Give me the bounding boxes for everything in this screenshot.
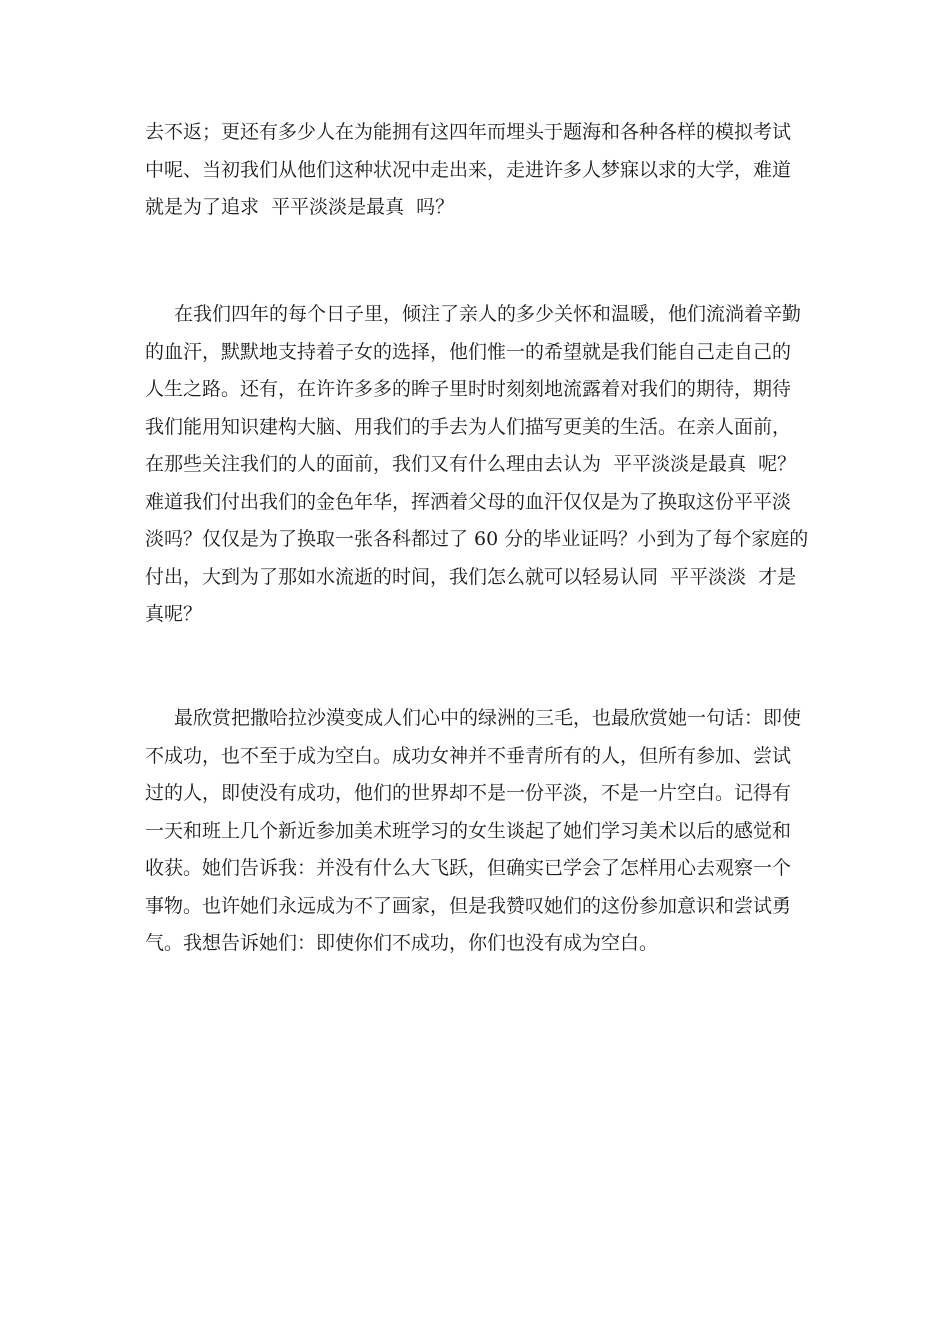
- text-line: 我们能用知识建构大脑、用我们的手去为人们描写更美的生活。在亲人面前，: [145, 415, 792, 438]
- text-line: 淡吗？仅仅是为了换取一张各科都过了 60 分的毕业证吗？小到为了每个家庭的: [145, 528, 809, 550]
- text-line: 最欣赏把撒哈拉沙漠变成人们心中的绿洲的三毛，也最欣赏她一句话：即使: [174, 707, 802, 729]
- text-line: 就是为了追求 平平淡淡是最真 吗？: [145, 196, 455, 218]
- text-line: 难道我们付出我们的金色年华，挥洒着父母的血汗仅仅是为了换取这份平平淡: [145, 490, 792, 513]
- text-line: 不成功，也不至于成为空白。成功女神并不垂青所有的人，但所有参加、尝试: [145, 744, 792, 767]
- text-line: 气。我想告诉她们：即使你们不成功，你们也没有成为空白。: [145, 932, 659, 954]
- text-line: 真呢？: [145, 603, 203, 625]
- text-line: 过的人，即使没有成功，他们的世界却不是一份平淡，不是一片空白。记得有: [145, 782, 792, 804]
- text-line: 的血汗，默默地支持着子女的选择，他们惟一的希望就是我们能自己走自己的: [145, 340, 792, 363]
- text-line: 在我们四年的每个日子里，倾注了亲人的多少关怀和温暖，他们流淌着辛勤: [174, 303, 802, 325]
- text-line: 付出，大到为了那如水流逝的时间，我们怎么就可以轻易认同 平平淡淡 才是: [145, 565, 797, 588]
- text-line: 人生之路。还有，在许许多多的眸子里时时刻刻地流露着对我们的期待，期待: [145, 378, 792, 400]
- paragraph-3: [145, 700, 810, 963]
- text-line: 去不返；更还有多少人在为能拥有这四年而埋头于题海和各种各样的模拟考试: [145, 121, 792, 143]
- paragraph-1: [145, 114, 810, 227]
- text-line: 在那些关注我们的人的面前，我们又有什么理由去认为 平平淡淡是最真 呢？: [145, 453, 797, 475]
- text-line: 一天和班上几个新近参加美术班学习的女生谈起了她们学习美术以后的感觉和: [145, 819, 792, 842]
- text-line: 事物。也许她们永远成为不了画家，但是我赞叹她们的这份参加意识和尝试勇: [145, 894, 792, 917]
- text-line: 中呢、当初我们从他们这种状况中走出来，走进许多人梦寐以求的大学，难道: [145, 158, 792, 181]
- text-line: 收获。她们告诉我：并没有什么大飞跃，但确实已学会了怎样用心去观察一个: [145, 857, 792, 879]
- paragraph-2: [145, 296, 810, 634]
